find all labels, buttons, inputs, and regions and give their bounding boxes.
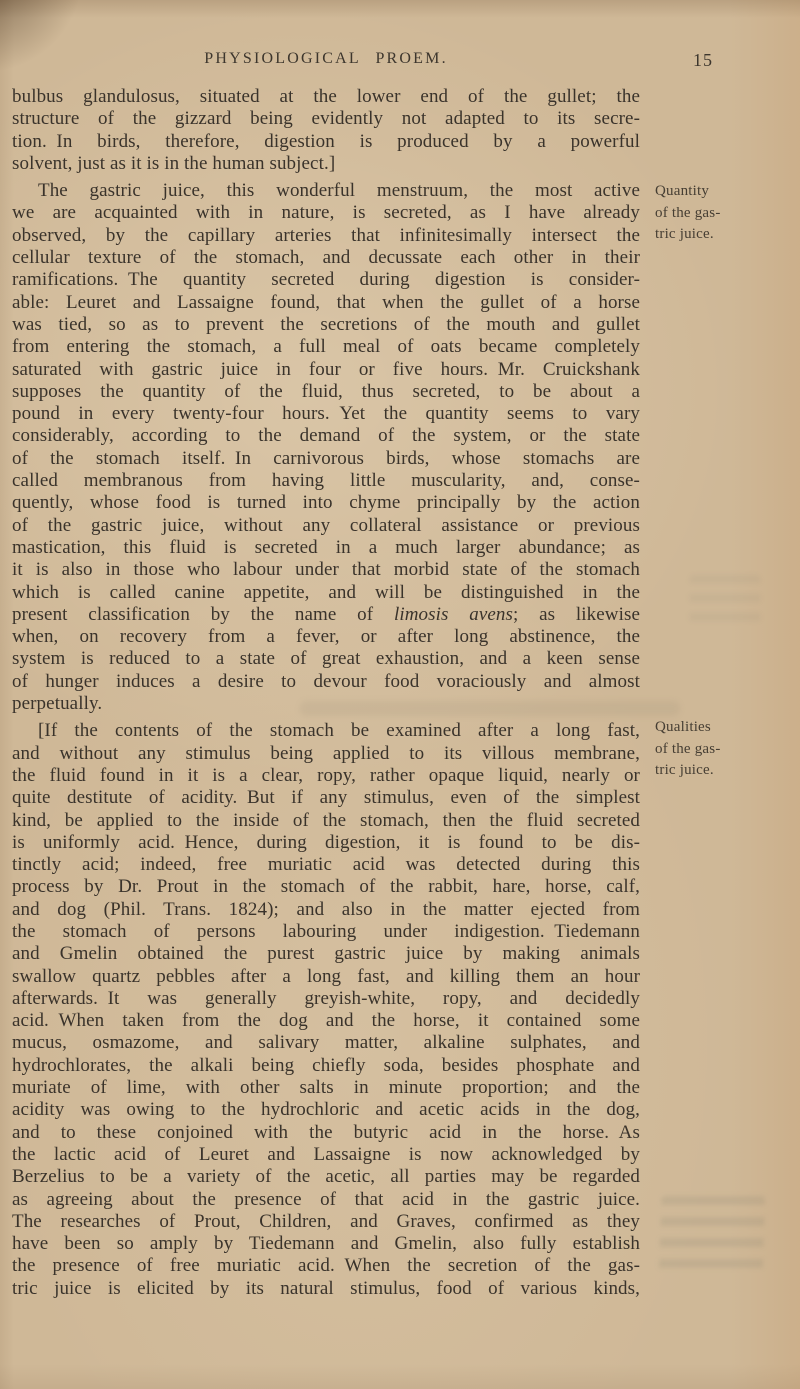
text-line: and to these conjoined with the butyric acid in the horse. As	[12, 1121, 640, 1143]
running-head	[12, 50, 640, 76]
text-line: pound in every twenty-four hours. Yet the quantity seems to vary	[12, 403, 640, 425]
text-line: observed, by the capillary arteries that infinitesimally intersect the	[12, 224, 640, 246]
text-line: tinctly acid; indeed, free muriatic acid was detected during this	[12, 854, 640, 876]
page-number: 15	[693, 50, 713, 70]
text-line: [If the contents of the stomach be examined after a long fast,	[38, 720, 640, 742]
text-line: bulbus glandulosus, situated at the lower end of the gullet; the	[12, 86, 640, 107]
margin-note-line: tric juice.	[655, 226, 714, 242]
text-line: considerably, according to the demand of the system, or the state	[12, 425, 640, 447]
margin-note-line: Quantity	[655, 183, 710, 199]
paragraph	[12, 720, 640, 1300]
text-line: the lactic acid of Leuret and Lassaigne is now acknowledged by	[12, 1143, 640, 1165]
page-title: PHYSIOLOGICAL PROEM.	[204, 50, 448, 67]
text-line: swallow quartz pebbles after a long fast, and killing them an hour	[12, 965, 640, 987]
text-line: and dog (Phil. Trans. 1824); and also in the matter ejected from	[12, 898, 640, 920]
text-line: tion. In birds, therefore, digestion is produced by a powerful	[12, 130, 640, 152]
show-through-smudge	[690, 575, 760, 625]
text-line: supposes the quantity of the fluid, thus secreted, to be about a	[12, 380, 640, 402]
text-line: ramifications. The quantity secreted during digestion is consider-	[12, 269, 640, 291]
text-line: solvent, just as it is in the human subject.]	[12, 152, 336, 174]
text-block	[12, 86, 640, 1300]
text-line: quently, whose food is turned into chyme principally by the action	[12, 492, 640, 514]
text-line: from entering the stomach, a full meal of oats became completely	[12, 336, 640, 358]
text-line: afterwards. It was generally greyish-white, ropy, and decidedly	[12, 987, 640, 1009]
text-line: is uniformly acid. Hence, during digestion, it is found to be dis-	[12, 831, 640, 853]
text-line: saturated with gastric juice in four or five hours. Mr. Cruickshank	[12, 358, 640, 380]
text-line: muriate of lime, with other salts in minute proportion; and the	[12, 1077, 640, 1099]
text-line: of the stomach itself. In carnivorous birds, whose stomachs are	[12, 447, 640, 469]
text-line: tric juice is elicited by its natural stimulus, food of various kinds,	[12, 1277, 640, 1299]
text-line: have been so amply by Tiedemann and Gmelin, also fully establish	[12, 1233, 640, 1255]
text-line: the stomach of persons labouring under indigestion. Tiedemann	[12, 920, 640, 942]
text-line: process by Dr. Prout in the stomach of the rabbit, hare, horse, calf,	[12, 876, 640, 898]
text-line: The researches of Prout, Children, and Graves, confirmed as they	[12, 1210, 640, 1232]
text-line: was tied, so as to prevent the secretions of the mouth and gullet	[12, 313, 640, 335]
margin-note-line: Qualities	[655, 719, 711, 735]
text-line: and without any stimulus being applied to its villous membrane,	[12, 742, 640, 764]
margin-note-quantity	[655, 181, 785, 246]
text-line: we are acquainted with in nature, is secreted, as I have already	[12, 202, 640, 224]
text-line: perpetually.	[12, 693, 103, 715]
text-line: it is also in those who labour under that morbid state of the stomach	[12, 559, 640, 581]
paragraph	[12, 86, 640, 175]
text-line: structure of the gizzard being evidently not adapted to its secre-	[12, 108, 640, 130]
text-line: mucus, osmazome, and salivary matter, alkaline sulphates, and	[12, 1032, 640, 1054]
text-line: acidity was owing to the hydrochloric and acetic acids in the dog,	[12, 1099, 640, 1121]
paragraph	[12, 180, 640, 715]
margin-note-line: tric juice.	[655, 762, 714, 778]
text-line: which is called canine appetite, and will be distinguished in the	[12, 581, 640, 603]
text-line: of the gastric juice, without any collateral assistance or previous	[12, 514, 640, 536]
margin-note-qualities	[655, 717, 785, 782]
text-line: acid. When taken from the dog and the horse, it contained some	[12, 1010, 640, 1032]
text-line: as agreeing about the presence of that acid in the gastric juice.	[12, 1188, 640, 1210]
text-line: system is reduced to a state of great exhaustion, and a keen sense	[12, 648, 640, 670]
show-through-smudge	[659, 1196, 766, 1278]
text-line: quite destitute of acidity. But if any stimulus, even of the simplest	[12, 787, 640, 809]
text-line: present classification by the name of limosis avens; as likewise	[12, 603, 640, 625]
text-line: Berzelius to be a variety of the acetic, all parties may be regarded	[12, 1166, 640, 1188]
text-line: mastication, this fluid is secreted in a much larger abundance; as	[12, 536, 640, 558]
text-line: and Gmelin obtained the purest gastric juice by making animals	[12, 943, 640, 965]
text-line: the presence of free muriatic acid. When the secretion of the gas-	[12, 1255, 640, 1277]
text-line: hydrochlorates, the alkali being chiefly soda, besides phosphate and	[12, 1054, 640, 1076]
text-line: able: Leuret and Lassaigne found, that when the gullet of a horse	[12, 291, 640, 313]
text-line: cellular texture of the stomach, and decussate each other in their	[12, 247, 640, 269]
text-line: when, on recovery from a fever, or after long abstinence, the	[12, 626, 640, 648]
text-line: the fluid found in it is a clear, ropy, rather opaque liquid, nearly or	[12, 764, 640, 786]
text-line: of hunger induces a desire to devour food voraciously and almost	[12, 670, 640, 692]
text-line: called membranous from having little muscularity, and, conse-	[12, 470, 640, 492]
margin-note-line: of the gas-	[655, 740, 721, 757]
text-line: kind, be applied to the inside of the stomach, then the fluid secreted	[12, 809, 640, 831]
text-line: The gastric juice, this wonderful menstruum, the most active	[38, 180, 640, 202]
margin-note-line: of the gas-	[655, 204, 721, 221]
